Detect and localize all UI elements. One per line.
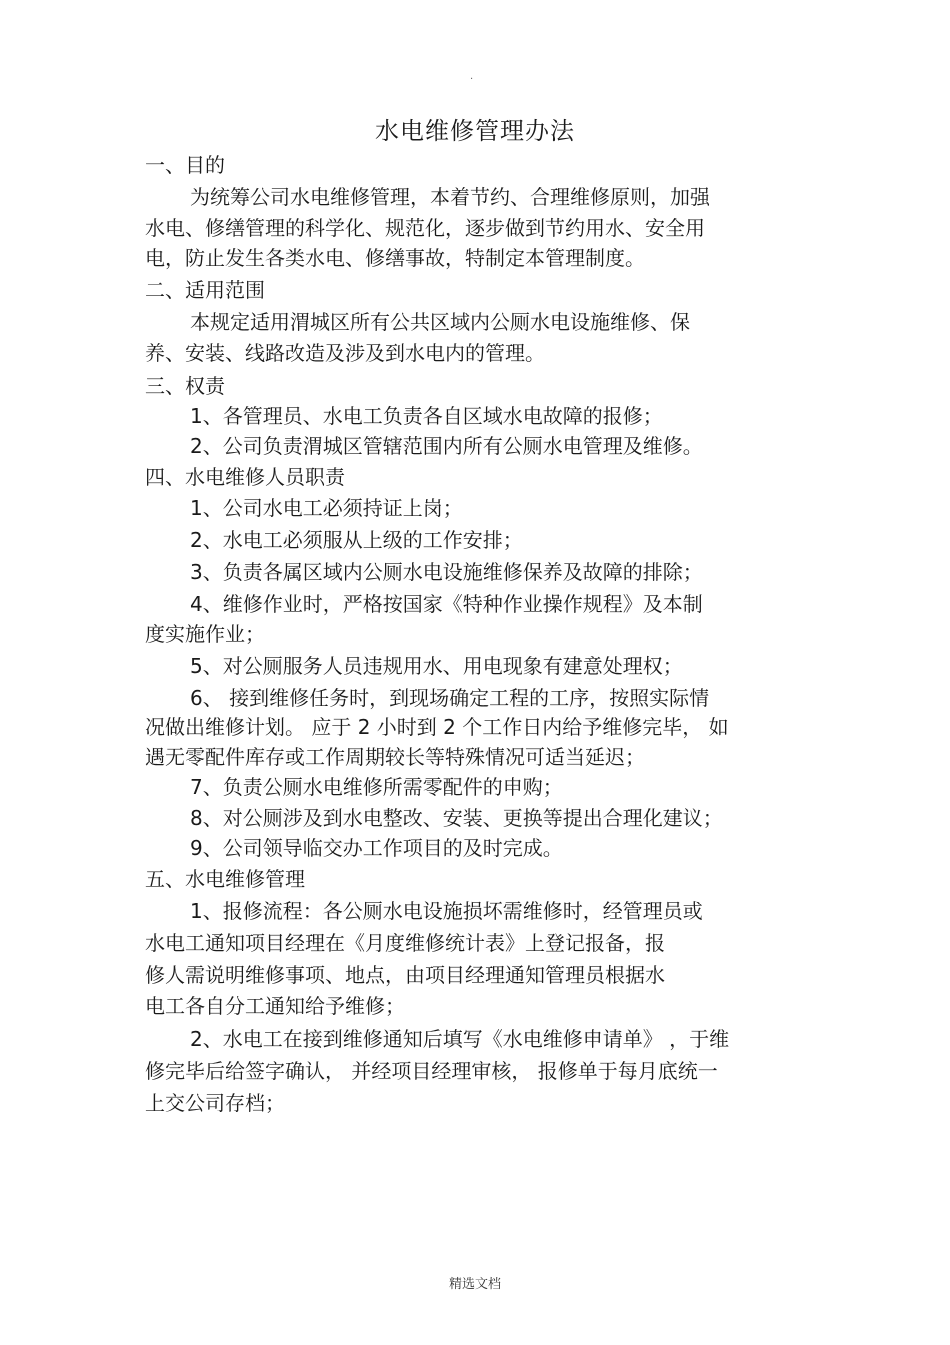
paragraph-line: 上交公司存档；	[145, 1091, 285, 1115]
paragraph-line: 度实施作业；	[145, 622, 265, 646]
top-dot-mark: .	[470, 71, 474, 82]
paragraph-line: 养、安装、线路改造及涉及到水电内的管理。	[145, 341, 545, 365]
list-item: 7、负责公厕水电维修所需零配件的申购；	[190, 775, 563, 799]
paragraph-line: 电，防止发生各类水电、修缮事故，特制定本管理制度。	[145, 246, 645, 270]
section-heading-purpose: 一、目的	[145, 153, 225, 177]
list-item: 5、对公厕服务人员违规用水、用电现象有建意处理权；	[190, 654, 683, 678]
list-item: 9、公司领导临交办工作项目的及时完成。	[190, 836, 563, 860]
list-item: 1、各管理员、水电工负责各自区域水电故障的报修；	[190, 404, 663, 428]
section-heading-management: 五、水电维修管理	[145, 867, 305, 891]
list-item: 2、水电工在接到维修通知后填写《水电维修申请单》 ，于维	[190, 1027, 730, 1051]
page-title: 水电维修管理办法	[375, 117, 575, 145]
list-item: 1、报修流程：各公厕水电设施损坏需维修时，经管理员或	[190, 899, 703, 923]
paragraph-line: 本规定适用渭城区所有公共区域内公厕水电设施维修、保	[190, 310, 690, 334]
paragraph-line: 水电工通知项目经理在《月度维修统计表》上登记报备，报	[145, 931, 665, 955]
paragraph-line: 电工各自分工通知给予维修；	[145, 994, 405, 1018]
paragraph-line: 为统筹公司水电维修管理，本着节约、合理维修原则，加强	[190, 185, 710, 209]
list-item: 2、水电工必须服从上级的工作安排；	[190, 528, 523, 552]
section-heading-staff-duties: 四、水电维修人员职责	[145, 465, 345, 489]
section-heading-scope: 二、适用范围	[145, 278, 265, 302]
section-heading-responsibility: 三、权责	[145, 374, 225, 398]
list-item: 3、负责各属区域内公厕水电设施维修保养及故障的排除；	[190, 560, 703, 584]
list-item: 2、公司负责渭城区管辖范围内所有公厕水电管理及维修。	[190, 434, 703, 458]
page-footer: 精选文档	[448, 1277, 501, 1292]
paragraph-line: 遇无零配件库存或工作周期较长等特殊情况可适当延迟；	[145, 745, 645, 769]
paragraph-line: 修人需说明维修事项、地点，由项目经理通知管理员根据水	[145, 963, 665, 987]
paragraph-line: 水电、修缮管理的科学化、规范化，逐步做到节约用水、安全用	[145, 216, 705, 240]
list-item: 1、公司水电工必须持证上岗；	[190, 496, 463, 520]
list-item: 4、维修作业时，严格按国家《特种作业操作规程》及本制	[190, 592, 703, 616]
paragraph-line: 修完毕后给签字确认， 并经项目经理审核， 报修单于每月底统一	[145, 1059, 718, 1083]
list-item: 6、 接到维修任务时，到现场确定工程的工序，按照实际情	[190, 686, 710, 710]
list-item: 8、对公厕涉及到水电整改、安装、更换等提出合理化建议；	[190, 806, 723, 830]
paragraph-line: 况做出维修计划。 应于 2 小时到 2 个工作日内给予维修完毕， 如	[145, 715, 729, 739]
